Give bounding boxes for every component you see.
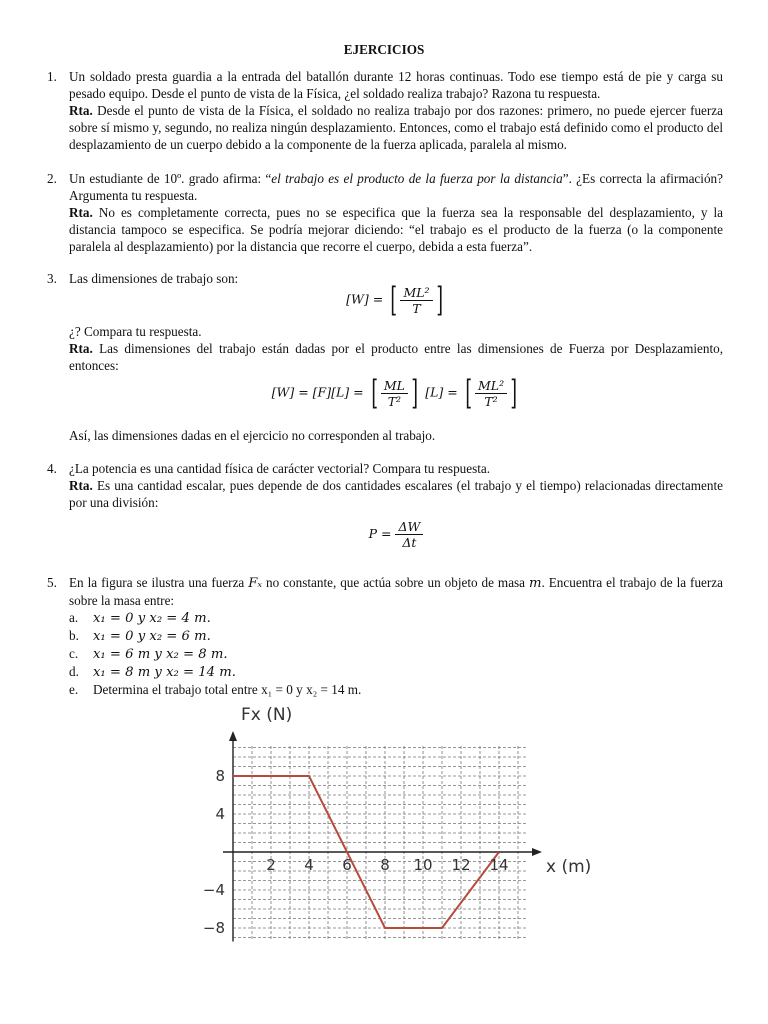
question-1 xyxy=(47,68,723,153)
sub-letter: a. xyxy=(69,610,79,625)
sub-question-b xyxy=(69,627,723,645)
question-3 xyxy=(47,270,723,444)
answer-body: Las dimensiones del trabajo están dadas por el producto entre las dimensiones de Fuerza por Desplazamiento, entonces: xyxy=(69,341,724,373)
rta-label: Rta. xyxy=(69,478,93,493)
bracket-right: ] xyxy=(435,280,443,320)
sub-text: Determina el trabajo total entre x₁ = 0 y x₂ = 14 m. xyxy=(93,682,362,697)
y-tick-label: 4 xyxy=(215,805,225,823)
equation-lhs: P = xyxy=(368,526,392,541)
sub-letter: b. xyxy=(69,628,79,643)
sub-letter: c. xyxy=(69,646,79,661)
compare-prompt: ¿? Compara tu respuesta. xyxy=(69,324,202,339)
y-axis-arrow xyxy=(229,731,237,741)
answer-text xyxy=(69,477,723,511)
rta-label: Rta. xyxy=(69,103,93,118)
intro-b: no constante, que actúa sobre un objeto de masa xyxy=(262,575,529,590)
answer-body: No es completamente correcta, pues no se especifica que la fuerza sea la responsable del desplazamiento, y la distancia tampoco se especifica. Se podría mejorar diciendo: “el trabajo es el producto de la fuerza (o la componente paralela al desplazamiento) por la distancia que recorre el cuerpo, debida a esta fuerza”. xyxy=(69,205,723,254)
intro-a: En la figura se ilustra una fuerza xyxy=(69,575,249,590)
question-text-a: Un estudiante de 10º. grado afirma: “ xyxy=(69,171,272,186)
equation-power xyxy=(69,519,723,563)
x-tick-label: 8 xyxy=(380,856,390,874)
force-symbol: Fₓ xyxy=(248,576,263,591)
rta-label: Rta. xyxy=(69,341,93,356)
x-axis-arrow xyxy=(532,848,542,856)
x-tick-label: 2 xyxy=(266,856,276,874)
fraction xyxy=(381,378,408,409)
equation-work-dims-derived xyxy=(69,373,723,416)
answer-body: Es una cantidad escalar, pues depende de dos cantidades escalares (el trabajo y el tiempo) relacionadas directamente por una división: xyxy=(69,478,724,510)
sub-question-c xyxy=(69,645,723,663)
bracket-left: [ xyxy=(370,373,378,413)
bracket-right: ] xyxy=(411,373,418,413)
denominator: Δt xyxy=(402,535,417,550)
x-tick-label: 4 xyxy=(304,856,314,874)
bracket-left: [ xyxy=(390,280,398,320)
question-5 xyxy=(47,574,723,698)
quoted-statement: el trabajo es el producto de la fuerza por la distancia xyxy=(271,171,563,186)
answer-body: Desde el punto de vista de la Física, el soldado no realiza trabajo por dos razones: primero, no puede ejercer fuerza sobre sí mismo y, segundo, no realiza ningún desplazamiento. Entonces, como el trabajo está definido como el producto del desplazamiento de un cuerpo debido a la componente de la fuerza aplicada, paralela al mismo. xyxy=(69,103,724,152)
page-title: EJERCICIOS xyxy=(343,42,425,57)
question-text-b: ”. ¿Es correcta la afirmación? Argumenta tu respuesta. xyxy=(69,171,723,203)
sub-text: x₁ = 8 m y x₂ = 14 m. xyxy=(93,665,236,680)
equation-lhs: [W] = [F][L] = xyxy=(271,384,364,400)
intro-c: . Encuentra el trabajo de la fuerza sobre la masa entre: xyxy=(69,575,723,608)
rta-label: Rta. xyxy=(69,205,93,220)
fraction xyxy=(475,378,507,409)
denominator: T² xyxy=(484,393,498,409)
numerator: ML² xyxy=(400,285,432,301)
equation-lhs: [W] = xyxy=(346,291,384,307)
answer-text xyxy=(69,102,723,153)
question-text: ¿La potencia es una cantidad física de carácter vectorial? Compara tu respuesta. xyxy=(69,461,491,476)
fraction xyxy=(395,519,423,550)
question-number: 4. xyxy=(47,461,57,476)
force-position-chart xyxy=(195,700,592,960)
x-tick-label: 10 xyxy=(413,856,433,874)
answer-text xyxy=(69,204,723,255)
numerator: ML xyxy=(381,378,408,394)
question-text: Un soldado presta guardia a la entrada del batallón durante 12 horas continuas. Todo ese tiempo está de pie y carga su pesado equipo. Desde el punto de vista de la Física, ¿el soldado realiza trabajo? Razona tu respuesta. xyxy=(69,69,723,101)
question-number: 2. xyxy=(47,171,57,186)
equation-mid: [L] = xyxy=(425,384,458,400)
x-tick-label: 6 xyxy=(342,856,352,874)
conclusion-text: Así, las dimensiones dadas en el ejercicio no corresponden al trabajo. xyxy=(69,428,436,443)
question-text xyxy=(69,170,723,204)
answer-text xyxy=(69,340,723,374)
y-tick-label: −8 xyxy=(202,919,225,937)
bracket-right: ] xyxy=(510,373,518,413)
numerator: ML² xyxy=(475,378,507,394)
question-number: 1. xyxy=(47,69,57,84)
sub-question-a xyxy=(69,609,723,627)
x-tick-label: 12 xyxy=(451,856,471,874)
y-tick-label: 8 xyxy=(215,767,225,785)
x-axis-label: x (m) xyxy=(546,857,592,877)
question-text xyxy=(69,574,723,609)
y-tick-label: −4 xyxy=(202,881,225,899)
sub-question-e xyxy=(69,681,723,698)
sub-question-list xyxy=(69,609,723,698)
chart-labels xyxy=(203,705,591,937)
equation-work-dims-given xyxy=(69,280,723,321)
question-text: Las dimensiones de trabajo son: xyxy=(69,271,239,286)
sub-letter: d. xyxy=(69,664,79,679)
x-tick-label: 14 xyxy=(489,856,509,874)
mass-symbol: m xyxy=(528,576,542,591)
y-axis-label: Fx (N) xyxy=(241,705,293,725)
question-number: 3. xyxy=(47,271,57,286)
sub-text: x₁ = 0 y x₂ = 4 m. xyxy=(93,611,211,626)
sub-letter: e. xyxy=(69,682,79,697)
question-number: 5. xyxy=(47,575,57,590)
sub-text: x₁ = 0 y x₂ = 6 m. xyxy=(93,629,211,644)
numerator: ΔW xyxy=(395,519,423,535)
denominator: T xyxy=(412,300,421,316)
question-2 xyxy=(47,170,723,255)
bracket-left: [ xyxy=(465,373,472,413)
sub-question-d xyxy=(69,663,723,681)
question-4 xyxy=(47,460,723,563)
sub-text: x₁ = 6 m y x₂ = 8 m. xyxy=(93,647,228,662)
denominator: T² xyxy=(387,393,402,409)
fraction xyxy=(400,285,432,316)
